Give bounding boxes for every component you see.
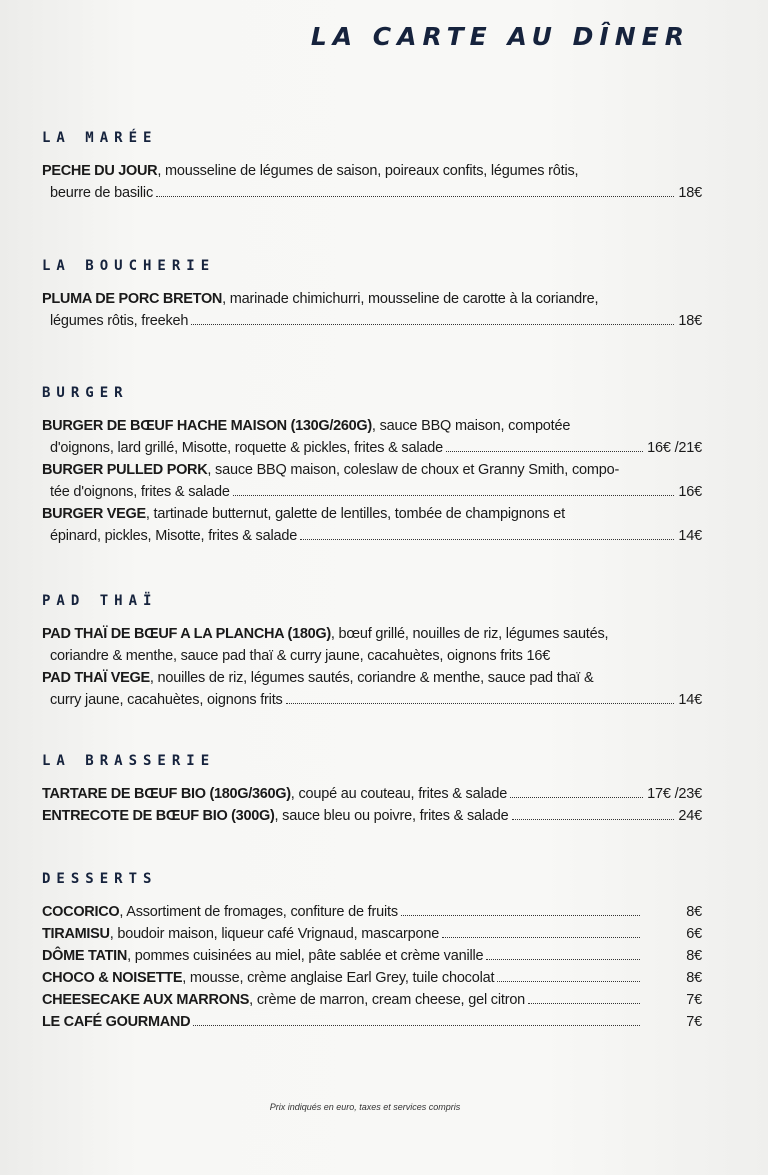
menu-item: [42, 989, 702, 1011]
menu-item: [42, 967, 702, 989]
dish-price: 6€: [686, 926, 702, 942]
section-maree: [42, 130, 702, 204]
dish-description: , marinade chimichurri, mousseline de carotte à la coriandre,: [222, 291, 599, 307]
dish-price: 17€ /23€: [647, 786, 702, 802]
dish-description: , sauce bleu ou poivre, frites & salade: [274, 808, 509, 824]
menu-item: [42, 288, 702, 332]
dish-description-cont: épinard, pickles, Misotte, frites & salade: [50, 528, 298, 544]
dot-leader: [286, 703, 675, 704]
dish-name: PECHE DU JOUR: [42, 163, 158, 179]
dish-price: 14€: [678, 692, 702, 708]
dish-name: BURGER PULLED PORK: [42, 462, 208, 478]
dish-price: 8€: [686, 904, 702, 920]
menu-item: [42, 1011, 702, 1033]
section-title: LA BOUCHERIE: [42, 258, 216, 274]
dot-leader: [401, 915, 640, 916]
dish-name: PAD THAÏ VEGE: [42, 670, 150, 686]
dish-name: CHOCO & NOISETTE: [42, 970, 183, 986]
dot-leader: [191, 324, 674, 325]
dish-name: BURGER DE BŒUF HACHE MAISON (130G/260G): [42, 418, 372, 434]
dish-description: , pommes cuisinées au miel, pâte sablée et crème vanille: [127, 948, 484, 964]
dish-name: LE CAFÉ GOURMAND: [42, 1014, 191, 1030]
menu-item: [42, 923, 702, 945]
dot-leader: [486, 959, 640, 960]
menu-item: [42, 901, 702, 923]
menu-item: [42, 805, 702, 827]
dish-price: 14€: [678, 528, 702, 544]
dot-leader: [233, 495, 675, 496]
dish-description-cont: curry jaune, cacahuètes, oignons frits: [50, 692, 283, 708]
dish-name: TIRAMISU: [42, 926, 110, 942]
dish-description: , mousse, crème anglaise Earl Grey, tuile chocolat: [182, 970, 495, 986]
dish-description-cont: beurre de basilic: [50, 185, 153, 201]
section-title: DESSERTS: [42, 871, 158, 887]
dot-leader: [442, 937, 640, 938]
dish-price: 18€: [678, 185, 702, 201]
dish-name: TARTARE DE BŒUF BIO (180G/360G): [42, 786, 291, 802]
dish-name: CHEESECAKE AUX MARRONS: [42, 992, 250, 1008]
dish-description: , sauce BBQ maison, compotée: [371, 418, 571, 434]
dish-description: , mousseline de légumes de saison, poireaux confits, légumes rôtis,: [157, 163, 579, 179]
menu-item: [42, 503, 702, 547]
dish-description-cont: tée d'oignons, frites & salade: [50, 484, 230, 500]
dish-price: 24€: [678, 808, 702, 824]
menu-item: [42, 783, 702, 805]
section-padthai: [42, 593, 702, 711]
section-title: LA MARÉE: [42, 130, 158, 146]
dish-price: 8€: [686, 970, 702, 986]
section-boucherie: [42, 258, 702, 332]
menu-title: LA CARTE AU DÎNER: [310, 22, 690, 51]
dish-price: 7€: [686, 992, 702, 1008]
menu-item: [42, 160, 702, 204]
dish-name: DÔME TATIN: [42, 948, 128, 964]
dot-leader: [528, 1003, 640, 1004]
dish-description: , Assortiment de fromages, confiture de fruits: [119, 904, 398, 920]
dish-description: , tartinade butternut, galette de lentilles, tombée de champignons et: [145, 506, 565, 522]
dish-name: BURGER VEGE: [42, 506, 146, 522]
section-desserts: [42, 871, 702, 1033]
dot-leader: [300, 539, 674, 540]
dish-price: 8€: [686, 948, 702, 964]
dot-leader: [512, 819, 675, 820]
section-burger: [42, 385, 702, 547]
dish-description: , boudoir maison, liqueur café Vrignaud, mascarpone: [109, 926, 440, 942]
dish-price: 18€: [678, 313, 702, 329]
dish-name: ENTRECOTE DE BŒUF BIO (300G): [42, 808, 275, 824]
dish-price: 7€: [686, 1014, 702, 1030]
dish-description-cont: d'oignons, lard grillé, Misotte, roquette & pickles, frites & salade: [50, 440, 443, 456]
dish-description: , coupé au couteau, frites & salade: [290, 786, 508, 802]
dish-price: 16€: [526, 648, 551, 664]
dish-description: , bœuf grillé, nouilles de riz, légumes sautés,: [330, 626, 609, 642]
dot-leader: [446, 451, 643, 452]
price-footnote: Prix indiqués en euro, taxes et services compris: [269, 1102, 461, 1112]
menu-item: [42, 459, 702, 503]
section-title: LA BRASSERIE: [42, 753, 216, 769]
menu-item: [42, 667, 702, 711]
section-brasserie: [42, 753, 702, 827]
dish-description-cont: légumes rôtis, freekeh: [50, 313, 189, 329]
section-title: PAD THAÏ: [42, 593, 158, 609]
dish-description: , nouilles de riz, légumes sautés, coriandre & menthe, sauce pad thaï &: [149, 670, 594, 686]
menu-item: [42, 415, 702, 459]
dish-description: , sauce BBQ maison, coleslaw de choux et Granny Smith, compo-: [207, 462, 620, 478]
menu-item: [42, 623, 702, 667]
dish-description: , crème de marron, cream cheese, gel citron: [249, 992, 526, 1008]
menu-item: [42, 945, 702, 967]
section-title: BURGER: [42, 385, 129, 401]
dish-name: PAD THAÏ DE BŒUF A LA PLANCHA (180G): [42, 626, 331, 642]
dish-name: PLUMA DE PORC BRETON: [42, 291, 223, 307]
dot-leader: [497, 981, 640, 982]
dot-leader: [193, 1025, 640, 1026]
dish-price: 16€ /21€: [647, 440, 702, 456]
dish-description-cont: coriandre & menthe, sauce pad thaï & curry jaune, cacahuètes, oignons frits: [50, 648, 523, 664]
dish-price: 16€: [678, 484, 702, 500]
dot-leader: [156, 196, 674, 197]
dot-leader: [510, 797, 643, 798]
dish-name: COCORICO: [42, 904, 120, 920]
